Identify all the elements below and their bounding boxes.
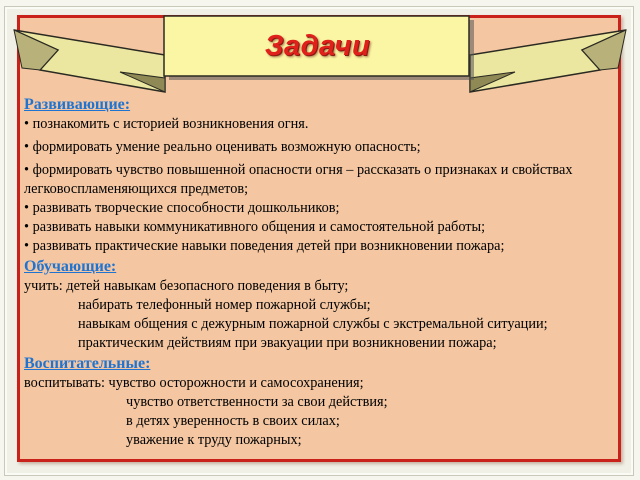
tasks-content xyxy=(24,94,616,450)
developing-heading: Развивающие: xyxy=(24,96,131,113)
list-item: • формировать чувство повышенной опасности огня – рассказать о признаках и свойствах легковоспламеняющихся предметов; xyxy=(24,162,573,197)
teaching-heading: Обучающие: xyxy=(24,258,117,275)
upbringing-line: уважение к труду пожарных; xyxy=(126,432,302,448)
teaching-line: практическим действиям при эвакуации при возникновении пожара; xyxy=(78,335,497,351)
list-item: • развивать практические навыки поведения детей при возникновении пожара; xyxy=(24,238,505,254)
list-item: • развивать навыки коммуникативного общения и самостоятельной работы; xyxy=(24,219,486,235)
upbringing-lead: воспитывать: чувство осторожности и самосохранения; xyxy=(24,375,364,391)
list-item: • развивать творческие способности дошкольников; xyxy=(24,200,340,216)
list-item: • познакомить с историей возникновения огня. xyxy=(24,116,309,132)
teaching-line: навыкам общения с дежурным пожарной службы с экстремальной ситуации; xyxy=(78,316,548,332)
teaching-lead: учить: детей навыкам безопасного поведения в быту; xyxy=(24,278,349,294)
teaching-line: набирать телефонный номер пожарной службы; xyxy=(78,297,371,313)
page-title: Задачи xyxy=(264,29,371,62)
upbringing-line: в детях уверенность в своих силах; xyxy=(126,413,340,429)
upbringing-line: чувство ответственности за свои действия; xyxy=(126,394,388,410)
list-item: • формировать умение реально оценивать возможную опасность; xyxy=(24,139,421,155)
upbringing-heading: Воспитательные: xyxy=(24,355,151,372)
